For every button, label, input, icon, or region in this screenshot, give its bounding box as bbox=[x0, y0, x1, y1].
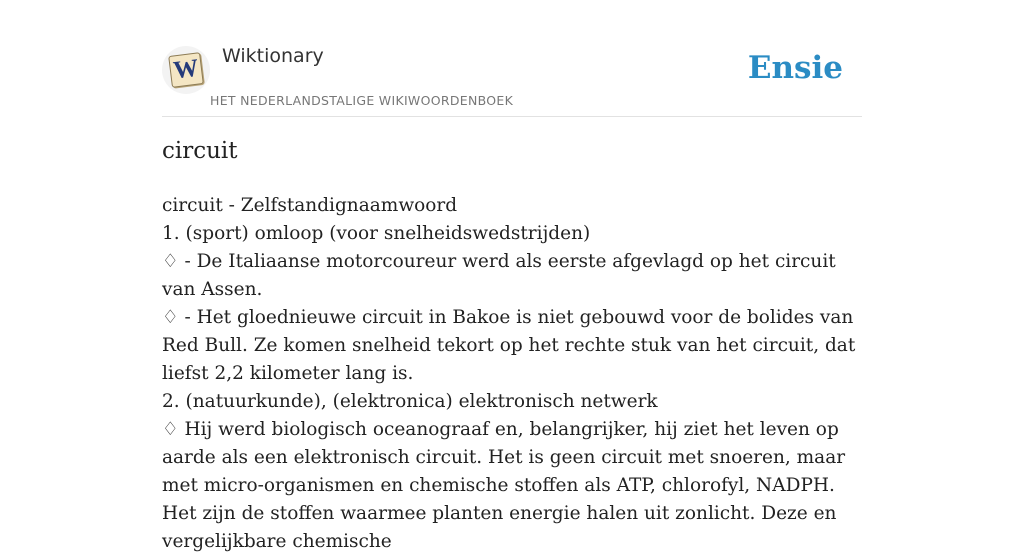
page-title: circuit bbox=[162, 138, 238, 164]
example-1: ♢ - De Italiaanse motorcoureur werd als eerste afgevlagd op het circuit van Assen. bbox=[162, 251, 836, 300]
site-tagline: HET NEDERLANDSTALIGE WIKIWOORDENBOEK bbox=[210, 93, 514, 108]
example-3: ♢ Hij werd biologisch oceanograaf en, belangrijker, hij ziet het leven op aarde als een elektronisch circuit. Het is geen circuit met snoeren, maar met micro-organismen en chemische stoffen als ATP, chlorofyl, NADPH. Het zijn de stoffen waarmee planten energie halen uit zonlicht. Deze en vergelijkbare chemische bbox=[162, 419, 846, 552]
wiktionary-logo-icon: W bbox=[168, 52, 204, 88]
site-header bbox=[162, 0, 862, 117]
example-2: ♢ - Het gloednieuwe circuit in Bakoe is niet gebouwd voor de bolides van Red Bull. Ze komen snelheid tekort op het rechte stuk van het circuit, dat liefst 2,2 kilometer lang is. bbox=[162, 307, 856, 384]
page bbox=[162, 0, 862, 552]
site-name-link[interactable]: Wiktionary bbox=[222, 45, 324, 67]
wiktionary-logo[interactable] bbox=[162, 46, 210, 94]
definition-2: 2. (natuurkunde), (elektronica) elektronisch netwerk bbox=[162, 391, 658, 412]
entry-body bbox=[162, 192, 864, 556]
definition-1: 1. (sport) omloop (voor snelheidswedstrijden) bbox=[162, 223, 591, 244]
entry-word-type: circuit - Zelfstandignaamwoord bbox=[162, 195, 458, 216]
ensie-logo-link[interactable]: Ensie bbox=[747, 50, 843, 86]
